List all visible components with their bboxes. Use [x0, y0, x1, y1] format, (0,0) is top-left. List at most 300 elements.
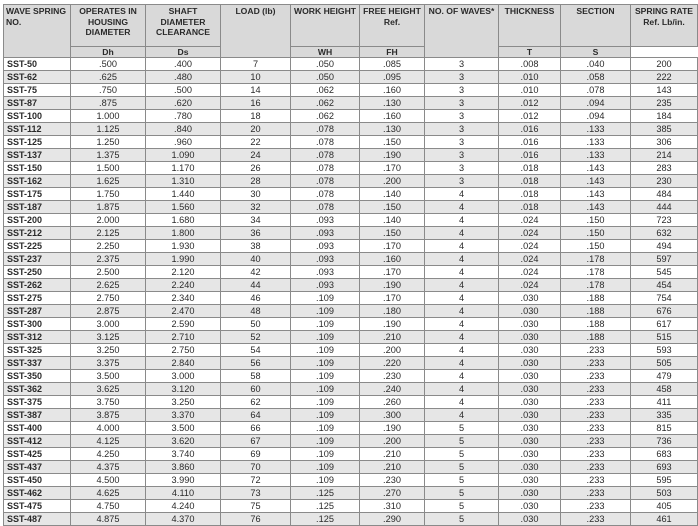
model-cell: SST-162 [4, 175, 71, 188]
shaft-diameter-cell: 4.110 [146, 487, 221, 500]
header-section: SECTION [561, 5, 631, 47]
table-row [4, 175, 698, 188]
shaft-diameter-cell: .840 [146, 123, 221, 136]
load-cell: 50 [221, 318, 291, 331]
model-cell: SST-250 [4, 266, 71, 279]
load-cell: 38 [221, 240, 291, 253]
thickness-cell: .030 [499, 344, 561, 357]
work-height-cell: .078 [291, 136, 360, 149]
model-cell: SST-212 [4, 227, 71, 240]
load-cell: 30 [221, 188, 291, 201]
work-height-cell: .109 [291, 344, 360, 357]
model-cell: SST-175 [4, 188, 71, 201]
spec-table-container [3, 4, 694, 526]
model-cell: SST-225 [4, 240, 71, 253]
model-cell: SST-62 [4, 71, 71, 84]
waves-cell: 3 [425, 97, 499, 110]
load-cell: 18 [221, 110, 291, 123]
thickness-cell: .030 [499, 357, 561, 370]
free-height-cell: .160 [360, 84, 425, 97]
housing-diameter-cell: 3.500 [71, 370, 146, 383]
thickness-cell: .030 [499, 409, 561, 422]
header-model: WAVE SPRING NO. [4, 5, 71, 58]
spring-rate-cell: 597 [631, 253, 698, 266]
spring-rate-cell: 617 [631, 318, 698, 331]
spring-rate-cell: 385 [631, 123, 698, 136]
housing-diameter-cell: .750 [71, 84, 146, 97]
spring-rate-cell: 306 [631, 136, 698, 149]
section-cell: .133 [561, 136, 631, 149]
housing-diameter-cell: .625 [71, 71, 146, 84]
thickness-cell: .024 [499, 266, 561, 279]
thickness-cell: .030 [499, 422, 561, 435]
table-row [4, 58, 698, 71]
shaft-diameter-cell: 2.340 [146, 292, 221, 305]
housing-diameter-cell: 1.750 [71, 188, 146, 201]
subheader-dh: Dh [71, 46, 146, 57]
shaft-diameter-cell: 2.710 [146, 331, 221, 344]
thickness-cell: .024 [499, 240, 561, 253]
spring-rate-cell: 632 [631, 227, 698, 240]
load-cell: 22 [221, 136, 291, 149]
free-height-cell: .230 [360, 474, 425, 487]
load-cell: 36 [221, 227, 291, 240]
waves-cell: 5 [425, 487, 499, 500]
thickness-cell: .030 [499, 474, 561, 487]
waves-cell: 5 [425, 461, 499, 474]
wave-spring-spec-table [3, 4, 698, 526]
section-cell: .143 [561, 162, 631, 175]
spring-rate-cell: 815 [631, 422, 698, 435]
table-row [4, 305, 698, 318]
model-cell: SST-337 [4, 357, 71, 370]
thickness-cell: .016 [499, 123, 561, 136]
shaft-diameter-cell: 2.120 [146, 266, 221, 279]
subheader-wh: WH [291, 46, 360, 57]
load-cell: 20 [221, 123, 291, 136]
table-row [4, 396, 698, 409]
free-height-cell: .200 [360, 344, 425, 357]
housing-diameter-cell: 2.500 [71, 266, 146, 279]
waves-cell: 3 [425, 136, 499, 149]
shaft-diameter-cell: 3.370 [146, 409, 221, 422]
spring-rate-cell: 479 [631, 370, 698, 383]
section-cell: .233 [561, 370, 631, 383]
work-height-cell: .109 [291, 409, 360, 422]
section-cell: .233 [561, 435, 631, 448]
section-cell: .233 [561, 461, 631, 474]
spring-rate-cell: 335 [631, 409, 698, 422]
model-cell: SST-275 [4, 292, 71, 305]
housing-diameter-cell: 3.750 [71, 396, 146, 409]
shaft-diameter-cell: 1.560 [146, 201, 221, 214]
spring-rate-cell: 200 [631, 58, 698, 71]
housing-diameter-cell: 1.875 [71, 201, 146, 214]
shaft-diameter-cell: 4.240 [146, 500, 221, 513]
model-cell: SST-450 [4, 474, 71, 487]
housing-diameter-cell: 4.000 [71, 422, 146, 435]
free-height-cell: .140 [360, 188, 425, 201]
housing-diameter-cell: 4.750 [71, 500, 146, 513]
work-height-cell: .109 [291, 396, 360, 409]
model-cell: SST-387 [4, 409, 71, 422]
model-cell: SST-312 [4, 331, 71, 344]
model-cell: SST-150 [4, 162, 71, 175]
spring-rate-cell: 235 [631, 97, 698, 110]
load-cell: 67 [221, 435, 291, 448]
load-cell: 52 [221, 331, 291, 344]
work-height-cell: .093 [291, 214, 360, 227]
load-cell: 40 [221, 253, 291, 266]
housing-diameter-cell: 2.750 [71, 292, 146, 305]
waves-cell: 4 [425, 318, 499, 331]
free-height-cell: .270 [360, 487, 425, 500]
subheader-fh: FH [360, 46, 425, 57]
thickness-cell: .030 [499, 331, 561, 344]
thickness-cell: .030 [499, 383, 561, 396]
table-row [4, 461, 698, 474]
work-height-cell: .125 [291, 513, 360, 526]
housing-diameter-cell: 4.625 [71, 487, 146, 500]
work-height-cell: .125 [291, 487, 360, 500]
subheader-s: S [561, 46, 631, 57]
waves-cell: 3 [425, 58, 499, 71]
work-height-cell: .109 [291, 357, 360, 370]
section-cell: .150 [561, 227, 631, 240]
load-cell: 34 [221, 214, 291, 227]
work-height-cell: .093 [291, 253, 360, 266]
waves-cell: 3 [425, 175, 499, 188]
section-cell: .040 [561, 58, 631, 71]
table-row [4, 162, 698, 175]
spring-rate-cell: 494 [631, 240, 698, 253]
waves-cell: 5 [425, 435, 499, 448]
work-height-cell: .062 [291, 84, 360, 97]
free-height-cell: .230 [360, 370, 425, 383]
spring-rate-cell: 593 [631, 344, 698, 357]
thickness-cell: .012 [499, 110, 561, 123]
load-cell: 42 [221, 266, 291, 279]
thickness-cell: .030 [499, 513, 561, 526]
spring-rate-cell: 461 [631, 513, 698, 526]
thickness-cell: .030 [499, 448, 561, 461]
free-height-cell: .190 [360, 318, 425, 331]
waves-cell: 4 [425, 253, 499, 266]
section-cell: .143 [561, 175, 631, 188]
table-row [4, 487, 698, 500]
table-row [4, 448, 698, 461]
work-height-cell: .109 [291, 474, 360, 487]
load-cell: 75 [221, 500, 291, 513]
load-cell: 7 [221, 58, 291, 71]
table-row [4, 370, 698, 383]
free-height-cell: .240 [360, 383, 425, 396]
section-cell: .188 [561, 292, 631, 305]
table-body [4, 58, 698, 526]
work-height-cell: .078 [291, 162, 360, 175]
waves-cell: 5 [425, 513, 499, 526]
section-cell: .178 [561, 279, 631, 292]
table-row [4, 292, 698, 305]
spring-rate-cell: 484 [631, 188, 698, 201]
waves-cell: 4 [425, 188, 499, 201]
section-cell: .233 [561, 474, 631, 487]
work-height-cell: .078 [291, 123, 360, 136]
section-cell: .188 [561, 318, 631, 331]
housing-diameter-cell: 2.000 [71, 214, 146, 227]
spring-rate-cell: 444 [631, 201, 698, 214]
header-shaft-diameter: SHAFT DIAMETER CLEARANCE [146, 5, 221, 47]
header-row [4, 5, 698, 47]
model-cell: SST-375 [4, 396, 71, 409]
waves-cell: 4 [425, 396, 499, 409]
housing-diameter-cell: .500 [71, 58, 146, 71]
housing-diameter-cell: 1.625 [71, 175, 146, 188]
spring-rate-cell: 454 [631, 279, 698, 292]
waves-cell: 4 [425, 279, 499, 292]
table-row [4, 136, 698, 149]
shaft-diameter-cell: 1.440 [146, 188, 221, 201]
model-cell: SST-187 [4, 201, 71, 214]
free-height-cell: .150 [360, 227, 425, 240]
load-cell: 48 [221, 305, 291, 318]
spring-rate-cell: 683 [631, 448, 698, 461]
section-cell: .188 [561, 305, 631, 318]
section-cell: .233 [561, 500, 631, 513]
work-height-cell: .078 [291, 188, 360, 201]
thickness-cell: .018 [499, 188, 561, 201]
table-row [4, 279, 698, 292]
shaft-diameter-cell: 3.860 [146, 461, 221, 474]
load-cell: 26 [221, 162, 291, 175]
shaft-diameter-cell: 1.930 [146, 240, 221, 253]
free-height-cell: .210 [360, 461, 425, 474]
load-cell: 10 [221, 71, 291, 84]
table-row [4, 71, 698, 84]
load-cell: 54 [221, 344, 291, 357]
waves-cell: 4 [425, 305, 499, 318]
free-height-cell: .130 [360, 97, 425, 110]
section-cell: .133 [561, 149, 631, 162]
model-cell: SST-137 [4, 149, 71, 162]
load-cell: 58 [221, 370, 291, 383]
free-height-cell: .150 [360, 201, 425, 214]
table-row [4, 318, 698, 331]
table-row [4, 253, 698, 266]
load-cell: 28 [221, 175, 291, 188]
load-cell: 66 [221, 422, 291, 435]
free-height-cell: .150 [360, 136, 425, 149]
waves-cell: 4 [425, 409, 499, 422]
table-row [4, 240, 698, 253]
spring-rate-cell: 230 [631, 175, 698, 188]
section-cell: .233 [561, 448, 631, 461]
load-cell: 73 [221, 487, 291, 500]
load-cell: 56 [221, 357, 291, 370]
waves-cell: 4 [425, 292, 499, 305]
work-height-cell: .078 [291, 149, 360, 162]
shaft-diameter-cell: 3.250 [146, 396, 221, 409]
spring-rate-cell: 676 [631, 305, 698, 318]
free-height-cell: .260 [360, 396, 425, 409]
table-row [4, 331, 698, 344]
section-cell: .150 [561, 240, 631, 253]
table-row [4, 97, 698, 110]
work-height-cell: .093 [291, 266, 360, 279]
housing-diameter-cell: 1.000 [71, 110, 146, 123]
shaft-diameter-cell: 2.590 [146, 318, 221, 331]
section-cell: .188 [561, 331, 631, 344]
free-height-cell: .220 [360, 357, 425, 370]
free-height-cell: .200 [360, 175, 425, 188]
thickness-cell: .024 [499, 214, 561, 227]
housing-diameter-cell: 2.125 [71, 227, 146, 240]
waves-cell: 4 [425, 227, 499, 240]
housing-diameter-cell: 4.875 [71, 513, 146, 526]
load-cell: 72 [221, 474, 291, 487]
model-cell: SST-300 [4, 318, 71, 331]
free-height-cell: .300 [360, 409, 425, 422]
waves-cell: 5 [425, 500, 499, 513]
table-row [4, 474, 698, 487]
spring-rate-cell: 505 [631, 357, 698, 370]
model-cell: SST-425 [4, 448, 71, 461]
section-cell: .150 [561, 214, 631, 227]
load-cell: 60 [221, 383, 291, 396]
section-cell: .178 [561, 266, 631, 279]
thickness-cell: .024 [499, 279, 561, 292]
load-cell: 76 [221, 513, 291, 526]
table-row [4, 84, 698, 97]
load-cell: 62 [221, 396, 291, 409]
load-cell: 16 [221, 97, 291, 110]
model-cell: SST-462 [4, 487, 71, 500]
free-height-cell: .170 [360, 266, 425, 279]
free-height-cell: .170 [360, 162, 425, 175]
spring-rate-cell: 503 [631, 487, 698, 500]
work-height-cell: .109 [291, 318, 360, 331]
load-cell: 69 [221, 448, 291, 461]
header-work-height: WORK HEIGHT [291, 5, 360, 47]
housing-diameter-cell: 3.375 [71, 357, 146, 370]
shaft-diameter-cell: .620 [146, 97, 221, 110]
waves-cell: 4 [425, 201, 499, 214]
shaft-diameter-cell: 3.990 [146, 474, 221, 487]
shaft-diameter-cell: 3.000 [146, 370, 221, 383]
model-cell: SST-475 [4, 500, 71, 513]
table-row [4, 357, 698, 370]
spring-rate-cell: 595 [631, 474, 698, 487]
model-cell: SST-437 [4, 461, 71, 474]
shaft-diameter-cell: 2.240 [146, 279, 221, 292]
free-height-cell: .160 [360, 253, 425, 266]
free-height-cell: .140 [360, 214, 425, 227]
section-cell: .143 [561, 201, 631, 214]
subheader-t: T [499, 46, 561, 57]
spring-rate-cell: 405 [631, 500, 698, 513]
section-cell: .233 [561, 396, 631, 409]
free-height-cell: .190 [360, 279, 425, 292]
thickness-cell: .030 [499, 500, 561, 513]
free-height-cell: .200 [360, 435, 425, 448]
header-load: LOAD (lb) [221, 5, 291, 58]
waves-cell: 4 [425, 240, 499, 253]
load-cell: 46 [221, 292, 291, 305]
shaft-diameter-cell: .780 [146, 110, 221, 123]
load-cell: 44 [221, 279, 291, 292]
thickness-cell: .030 [499, 370, 561, 383]
waves-cell: 4 [425, 266, 499, 279]
waves-cell: 5 [425, 422, 499, 435]
housing-diameter-cell: 4.125 [71, 435, 146, 448]
free-height-cell: .160 [360, 110, 425, 123]
shaft-diameter-cell: .480 [146, 71, 221, 84]
work-height-cell: .093 [291, 240, 360, 253]
model-cell: SST-237 [4, 253, 71, 266]
header-free-height: FREE HEIGHT Ref. [360, 5, 425, 47]
free-height-cell: .310 [360, 500, 425, 513]
thickness-cell: .018 [499, 201, 561, 214]
table-row [4, 149, 698, 162]
free-height-cell: .210 [360, 331, 425, 344]
load-cell: 24 [221, 149, 291, 162]
shaft-diameter-cell: .960 [146, 136, 221, 149]
thickness-cell: .030 [499, 305, 561, 318]
waves-cell: 3 [425, 149, 499, 162]
housing-diameter-cell: 3.625 [71, 383, 146, 396]
spring-rate-cell: 736 [631, 435, 698, 448]
model-cell: SST-75 [4, 84, 71, 97]
housing-diameter-cell: 1.500 [71, 162, 146, 175]
housing-diameter-cell: 3.875 [71, 409, 146, 422]
work-height-cell: .109 [291, 435, 360, 448]
housing-diameter-cell: 2.625 [71, 279, 146, 292]
section-cell: .233 [561, 513, 631, 526]
model-cell: SST-50 [4, 58, 71, 71]
spring-rate-cell: 545 [631, 266, 698, 279]
shaft-diameter-cell: 2.750 [146, 344, 221, 357]
free-height-cell: .210 [360, 448, 425, 461]
waves-cell: 4 [425, 214, 499, 227]
thickness-cell: .024 [499, 227, 561, 240]
work-height-cell: .050 [291, 71, 360, 84]
work-height-cell: .062 [291, 97, 360, 110]
table-row [4, 188, 698, 201]
thickness-cell: .030 [499, 435, 561, 448]
model-cell: SST-200 [4, 214, 71, 227]
spring-rate-cell: 184 [631, 110, 698, 123]
subheader-row [4, 46, 698, 57]
section-cell: .094 [561, 97, 631, 110]
housing-diameter-cell: 2.375 [71, 253, 146, 266]
shaft-diameter-cell: 1.990 [146, 253, 221, 266]
thickness-cell: .010 [499, 84, 561, 97]
waves-cell: 5 [425, 474, 499, 487]
spring-rate-cell: 411 [631, 396, 698, 409]
thickness-cell: .018 [499, 175, 561, 188]
thickness-cell: .012 [499, 97, 561, 110]
housing-diameter-cell: 3.250 [71, 344, 146, 357]
spring-rate-cell: 222 [631, 71, 698, 84]
model-cell: SST-125 [4, 136, 71, 149]
housing-diameter-cell: 1.125 [71, 123, 146, 136]
header-waves: NO. OF WAVES* [425, 5, 499, 58]
waves-cell: 4 [425, 331, 499, 344]
model-cell: SST-287 [4, 305, 71, 318]
housing-diameter-cell: 4.375 [71, 461, 146, 474]
thickness-cell: .030 [499, 461, 561, 474]
free-height-cell: .290 [360, 513, 425, 526]
